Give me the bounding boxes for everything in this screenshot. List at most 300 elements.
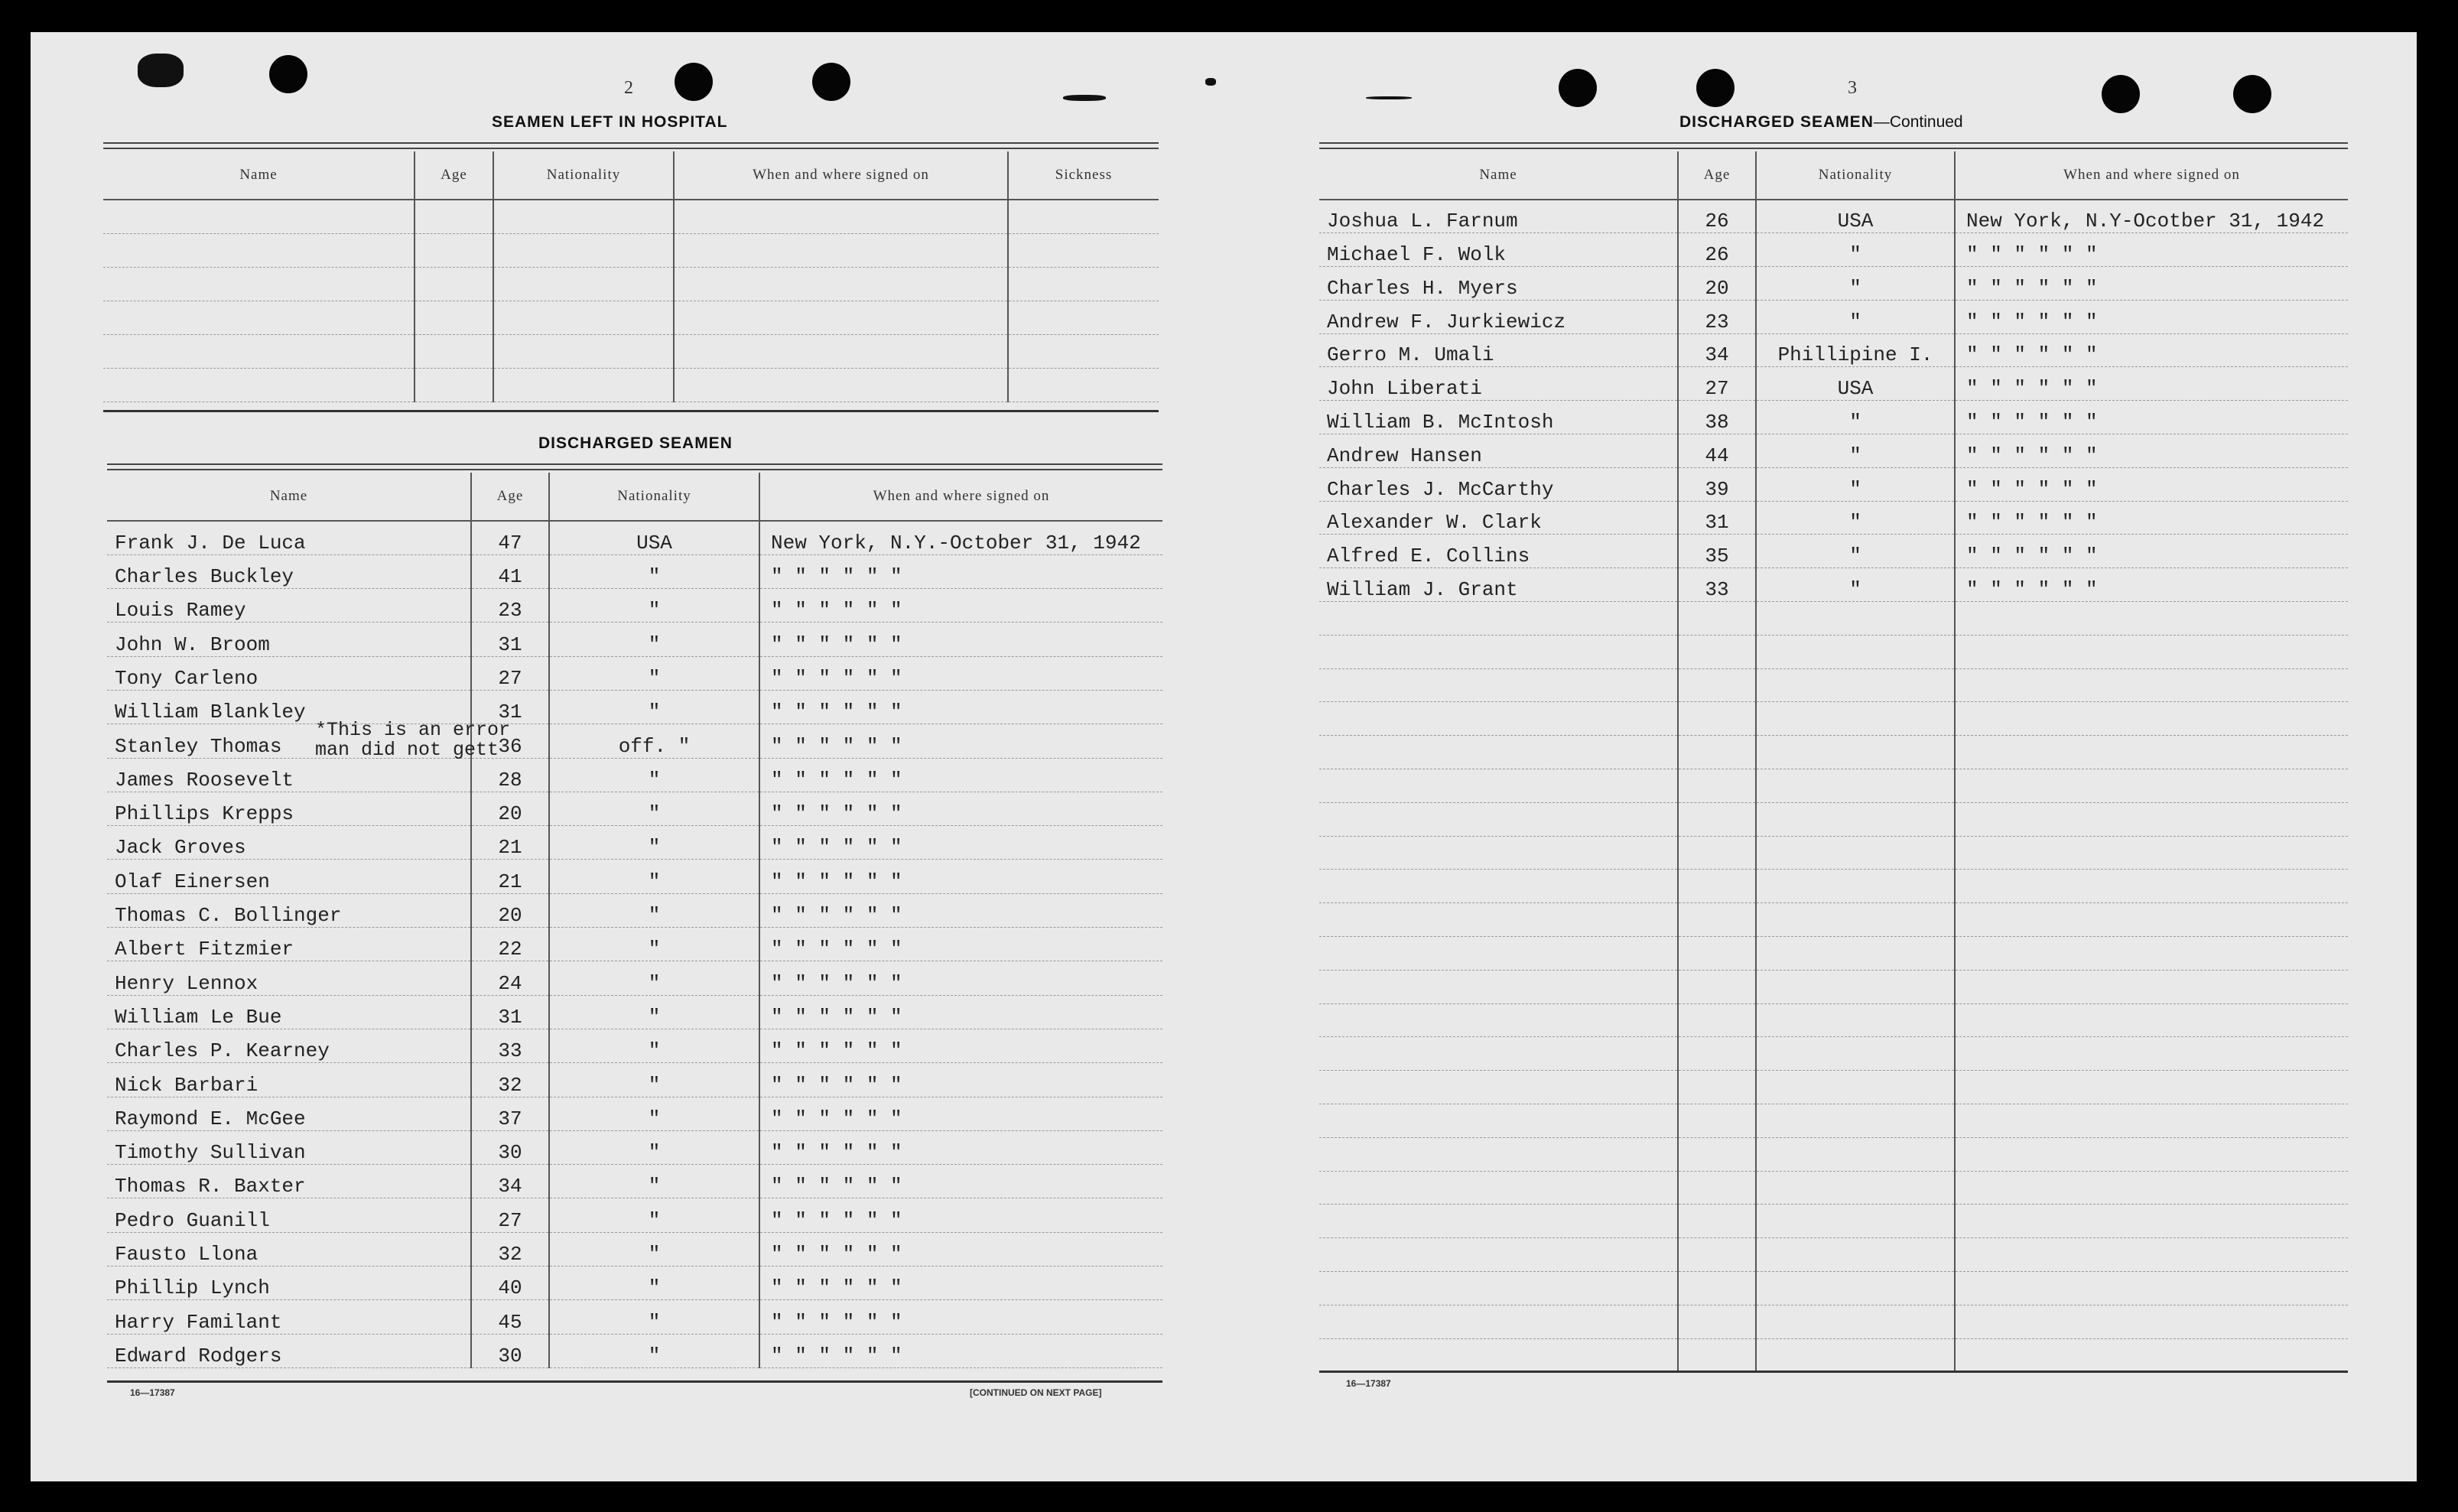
empty-cell	[1319, 1238, 1678, 1272]
cell-age: 47	[471, 521, 549, 554]
empty-cell	[1955, 937, 2348, 971]
empty-cell	[1955, 1272, 2348, 1306]
empty-cell	[1319, 870, 1678, 903]
empty-cell	[1319, 1071, 1678, 1104]
empty-cell	[1756, 702, 1955, 736]
cell-signed-on: " " " " " "	[759, 893, 1162, 927]
empty-cell	[1678, 1037, 1756, 1071]
cell-name: William Le Bue	[107, 995, 471, 1029]
cell-name: Louis Ramey	[107, 589, 471, 623]
col-header-signed-on: When and where signed on	[759, 473, 1162, 521]
table-row	[107, 724, 1162, 758]
cell-name: Joshua L. Farnum	[1319, 200, 1678, 233]
cell-signed-on: " " " " " "	[759, 826, 1162, 860]
table-row	[1319, 1171, 2348, 1205]
cell-signed-on: " " " " " "	[1955, 501, 2348, 535]
cell-name: Edward Rodgers	[107, 1334, 471, 1367]
empty-cell	[1756, 1205, 1955, 1238]
cell-signed-on: " " " " " "	[759, 928, 1162, 961]
col-header-nationality: Nationality	[493, 151, 674, 200]
cell-signed-on: " " " " " "	[1955, 467, 2348, 501]
table-row	[1319, 1205, 2348, 1238]
empty-cell	[1756, 1137, 1955, 1171]
empty-cell	[1678, 635, 1756, 668]
cell-age: 37	[471, 1097, 549, 1130]
col-header-age: Age	[415, 151, 493, 200]
cell-name: Thomas C. Bollinger	[107, 893, 471, 927]
empty-cell	[1678, 769, 1756, 803]
cell-nationality: "	[1756, 434, 1955, 468]
cell-nationality: "	[549, 860, 759, 893]
table-row	[107, 893, 1162, 927]
cell-name: William J. Grant	[1319, 568, 1678, 602]
empty-cell	[1955, 736, 2348, 769]
cell-nationality: "	[549, 961, 759, 995]
col-header-name: Name	[1319, 151, 1678, 200]
empty-cell	[1955, 1104, 2348, 1138]
table-row	[1319, 1003, 2348, 1037]
table-row	[107, 758, 1162, 792]
empty-cell	[1955, 903, 2348, 937]
empty-cell	[1678, 870, 1756, 903]
empty-cell	[1756, 802, 1955, 836]
empty-cell	[1319, 1272, 1678, 1306]
table-row	[1319, 1338, 2348, 1372]
cell-age: 31	[471, 995, 549, 1029]
table-row	[103, 200, 1159, 233]
punch-hole	[675, 63, 713, 101]
empty-cell	[674, 200, 1008, 233]
ink-smudge	[1063, 95, 1106, 101]
empty-cell	[1678, 970, 1756, 1003]
empty-cell	[1319, 1003, 1678, 1037]
empty-cell	[415, 368, 493, 402]
cell-signed-on: " " " " " "	[759, 554, 1162, 588]
punch-hole	[269, 55, 307, 93]
cell-age: 39	[1678, 467, 1756, 501]
punch-hole	[812, 63, 850, 101]
table-row	[107, 623, 1162, 656]
cell-age: 44	[1678, 434, 1756, 468]
empty-cell	[1756, 937, 1955, 971]
table-row	[107, 1232, 1162, 1266]
cell-name: Alfred E. Collins	[1319, 535, 1678, 568]
cell-name: Phillip Lynch	[107, 1267, 471, 1300]
table-row	[1319, 401, 2348, 434]
cell-name: Alexander W. Clark	[1319, 501, 1678, 535]
cell-age: 23	[1678, 300, 1756, 333]
cell-signed-on: " " " " " "	[1955, 434, 2348, 468]
cell-nationality: off. "	[549, 724, 759, 758]
cell-signed-on: " " " " " "	[759, 1232, 1162, 1266]
empty-cell	[1008, 200, 1159, 233]
cell-signed-on: " " " " " "	[759, 623, 1162, 656]
table-row	[1319, 1037, 2348, 1071]
empty-cell	[1955, 1003, 2348, 1037]
hospital-table	[103, 151, 1159, 402]
cell-name: Raymond E. McGee	[107, 1097, 471, 1130]
cell-age: 27	[1678, 367, 1756, 401]
empty-cell	[493, 200, 674, 233]
cell-signed-on: " " " " " "	[759, 690, 1162, 723]
cell-nationality: "	[549, 1198, 759, 1232]
empty-cell	[415, 334, 493, 368]
cell-name: Jack Groves	[107, 826, 471, 860]
empty-cell	[1008, 301, 1159, 334]
cell-age: 34	[1678, 333, 1756, 367]
empty-cell	[103, 200, 415, 233]
table-row	[1319, 267, 2348, 301]
cell-age: 40	[471, 1267, 549, 1300]
col-header-nationality: Nationality	[549, 473, 759, 521]
empty-cell	[1756, 870, 1955, 903]
empty-cell	[1319, 836, 1678, 870]
empty-cell	[493, 368, 674, 402]
ink-smudge	[1366, 96, 1412, 99]
cell-age: 26	[1678, 200, 1756, 233]
cell-signed-on: " " " " " "	[1955, 300, 2348, 333]
table-row	[107, 995, 1162, 1029]
empty-cell	[1319, 1338, 1678, 1372]
cell-name: Charles P. Kearney	[107, 1029, 471, 1062]
empty-cell	[1678, 736, 1756, 769]
col-header-sickness: Sickness	[1008, 151, 1159, 200]
cell-nationality: "	[1756, 467, 1955, 501]
cell-nationality: "	[1756, 300, 1955, 333]
cell-signed-on: " " " " " "	[759, 995, 1162, 1029]
cell-name: Albert Fitzmier	[107, 928, 471, 961]
table-row	[107, 1198, 1162, 1232]
empty-cell	[1955, 970, 2348, 1003]
empty-cell	[1319, 635, 1678, 668]
cell-nationality: "	[549, 928, 759, 961]
empty-cell	[103, 267, 415, 301]
cell-age: 30	[471, 1334, 549, 1367]
empty-cell	[1319, 769, 1678, 803]
empty-cell	[674, 368, 1008, 402]
page-number-left: 2	[624, 78, 633, 98]
cell-signed-on: " " " " " "	[759, 758, 1162, 792]
cell-signed-on: " " " " " "	[759, 792, 1162, 825]
cell-name: Stanley Thomas	[107, 724, 471, 758]
empty-cell	[1955, 702, 2348, 736]
cell-nationality: "	[549, 792, 759, 825]
empty-cell	[1756, 1003, 1955, 1037]
empty-cell	[415, 301, 493, 334]
cell-name: James Roosevelt	[107, 758, 471, 792]
cell-nationality: "	[549, 1300, 759, 1334]
cell-nationality: "	[1756, 535, 1955, 568]
empty-cell	[1319, 970, 1678, 1003]
hospital-bottom-rule	[103, 410, 1159, 412]
cell-age: 28	[471, 758, 549, 792]
right-title-main: DISCHARGED SEAMEN	[1679, 113, 1874, 131]
cell-nationality: USA	[1756, 200, 1955, 233]
table-row	[107, 1097, 1162, 1130]
col-header-age: Age	[471, 473, 549, 521]
cell-nationality: "	[549, 1232, 759, 1266]
table-row	[103, 334, 1159, 368]
discharged-section-title: DISCHARGED SEAMEN	[538, 434, 733, 452]
empty-cell	[1319, 602, 1678, 636]
cell-signed-on: " " " " " "	[759, 1097, 1162, 1130]
table-row	[103, 233, 1159, 267]
error-annotation: *This is an error man did not gett	[315, 719, 511, 761]
punch-hole	[1559, 69, 1597, 107]
cell-name: Harry Familant	[107, 1300, 471, 1334]
empty-cell	[1678, 702, 1756, 736]
col-header-signed-on: When and where signed on	[674, 151, 1008, 200]
table-row	[1319, 736, 2348, 769]
cell-signed-on: " " " " " "	[759, 1267, 1162, 1300]
cell-signed-on: " " " " " "	[759, 1300, 1162, 1334]
ink-smudge	[138, 54, 184, 87]
cell-nationality: "	[549, 1097, 759, 1130]
empty-cell	[1756, 602, 1955, 636]
table-row	[1319, 1305, 2348, 1338]
empty-cell	[1955, 1037, 2348, 1071]
empty-cell	[674, 267, 1008, 301]
cell-name: Nick Barbari	[107, 1063, 471, 1097]
empty-cell	[415, 200, 493, 233]
empty-cell	[1319, 1037, 1678, 1071]
cell-nationality: "	[1756, 568, 1955, 602]
cell-age: 20	[1678, 267, 1756, 301]
right-section-title	[1679, 113, 1963, 132]
document-sheet	[31, 32, 2417, 1481]
cell-nationality: "	[1756, 401, 1955, 434]
empty-cell	[1756, 1037, 1955, 1071]
cell-nationality: "	[549, 758, 759, 792]
empty-cell	[674, 334, 1008, 368]
form-number-right: 16—17387	[1346, 1378, 1391, 1389]
table-row	[1319, 1238, 2348, 1272]
cell-nationality: "	[549, 1063, 759, 1097]
cell-signed-on: " " " " " "	[759, 1063, 1162, 1097]
cell-nationality: "	[549, 1130, 759, 1164]
hospital-top-rule	[103, 142, 1159, 149]
empty-cell	[1756, 1171, 1955, 1205]
cell-signed-on: " " " " " "	[1955, 401, 2348, 434]
form-number-left: 16—17387	[130, 1387, 175, 1398]
empty-cell	[1678, 1305, 1756, 1338]
cell-nationality: Phillipine I.	[1756, 333, 1955, 367]
cell-signed-on: " " " " " "	[1955, 568, 2348, 602]
cell-nationality: "	[549, 690, 759, 723]
empty-cell	[1678, 1338, 1756, 1372]
right-top-rule	[1319, 142, 2348, 149]
empty-cell	[1008, 334, 1159, 368]
empty-cell	[1955, 1305, 2348, 1338]
table-row	[107, 826, 1162, 860]
cell-name: Andrew F. Jurkiewicz	[1319, 300, 1678, 333]
empty-cell	[1678, 836, 1756, 870]
cell-signed-on: " " " " " "	[1955, 535, 2348, 568]
cell-name: Charles J. McCarthy	[1319, 467, 1678, 501]
table-row	[103, 368, 1159, 402]
col-header-nationality: Nationality	[1756, 151, 1955, 200]
empty-cell	[1955, 1338, 2348, 1372]
cell-signed-on: " " " " " "	[759, 724, 1162, 758]
empty-cell	[493, 233, 674, 267]
table-row	[1319, 970, 2348, 1003]
punch-hole	[2233, 75, 2271, 113]
table-row	[107, 961, 1162, 995]
cell-age: 45	[471, 1300, 549, 1334]
table-row	[1319, 937, 2348, 971]
cell-name: William Blankley	[107, 690, 471, 723]
cell-name: Charles Buckley	[107, 554, 471, 588]
empty-cell	[1678, 1205, 1756, 1238]
empty-cell	[1756, 1104, 1955, 1138]
cell-signed-on: " " " " " "	[759, 1130, 1162, 1164]
table-row	[107, 928, 1162, 961]
empty-cell	[1319, 1205, 1678, 1238]
table-row	[107, 690, 1162, 723]
empty-cell	[1955, 602, 2348, 636]
cell-name: Olaf Einersen	[107, 860, 471, 893]
empty-cell	[1756, 836, 1955, 870]
empty-cell	[1319, 903, 1678, 937]
page-number-right: 3	[1848, 78, 1857, 98]
empty-cell	[1678, 903, 1756, 937]
cell-age: 20	[471, 792, 549, 825]
cell-name: John W. Broom	[107, 623, 471, 656]
empty-cell	[1756, 1071, 1955, 1104]
ink-smudge	[1205, 78, 1216, 86]
cell-age: 33	[471, 1029, 549, 1062]
cell-age: 35	[1678, 535, 1756, 568]
punch-hole	[2102, 75, 2140, 113]
empty-cell	[493, 301, 674, 334]
cell-name: Tony Carleno	[107, 656, 471, 690]
cell-name: Gerro M. Umali	[1319, 333, 1678, 367]
cell-age: 30	[471, 1130, 549, 1164]
table-row	[107, 1130, 1162, 1164]
empty-cell	[1955, 1137, 2348, 1171]
empty-cell	[1678, 1003, 1756, 1037]
empty-cell	[1319, 1305, 1678, 1338]
table-row	[107, 656, 1162, 690]
cell-nationality: "	[549, 623, 759, 656]
cell-name: Charles H. Myers	[1319, 267, 1678, 301]
cell-age: 20	[471, 893, 549, 927]
cell-age: 23	[471, 589, 549, 623]
cell-name: Pedro Guanill	[107, 1198, 471, 1232]
cell-nationality: "	[549, 893, 759, 927]
empty-cell	[1756, 736, 1955, 769]
cell-age: 27	[471, 1198, 549, 1232]
empty-cell	[493, 267, 674, 301]
empty-cell	[1756, 668, 1955, 702]
cell-signed-on: " " " " " "	[759, 589, 1162, 623]
table-row	[1319, 836, 2348, 870]
empty-cell	[415, 267, 493, 301]
empty-cell	[415, 233, 493, 267]
cell-nationality: "	[549, 826, 759, 860]
empty-cell	[1678, 1137, 1756, 1171]
cell-nationality: "	[549, 1267, 759, 1300]
table-row	[103, 267, 1159, 301]
empty-cell	[1678, 937, 1756, 971]
cell-nationality: USA	[549, 521, 759, 554]
cell-age: 32	[471, 1063, 549, 1097]
empty-cell	[1955, 836, 2348, 870]
cell-nationality: "	[549, 995, 759, 1029]
empty-cell	[1678, 1104, 1756, 1138]
right-discharged-table	[1319, 151, 2348, 1372]
cell-age: 24	[471, 961, 549, 995]
table-row	[1319, 300, 2348, 333]
cell-name: William B. McIntosh	[1319, 401, 1678, 434]
cell-nationality: "	[1756, 501, 1955, 535]
cell-nationality: USA	[1756, 367, 1955, 401]
cell-signed-on: New York, N.Y-Ocotber 31, 1942	[1955, 200, 2348, 233]
table-row	[107, 521, 1162, 554]
punch-hole	[1696, 69, 1735, 107]
discharged-table	[107, 473, 1162, 1368]
empty-cell	[1756, 1305, 1955, 1338]
table-row	[107, 589, 1162, 623]
table-row	[107, 554, 1162, 588]
table-row	[1319, 1104, 2348, 1138]
empty-cell	[1678, 1171, 1756, 1205]
table-row	[1319, 467, 2348, 501]
cell-name: Henry Lennox	[107, 961, 471, 995]
empty-cell	[1008, 267, 1159, 301]
cell-name: Frank J. De Luca	[107, 521, 471, 554]
table-row	[1319, 501, 2348, 535]
cell-nationality: "	[549, 554, 759, 588]
col-header-name: Name	[107, 473, 471, 521]
table-row	[107, 1029, 1162, 1062]
empty-cell	[1756, 970, 1955, 1003]
table-row	[1319, 870, 2348, 903]
table-row	[107, 860, 1162, 893]
hospital-section-title: SEAMEN LEFT IN HOSPITAL	[492, 113, 728, 131]
empty-cell	[1756, 635, 1955, 668]
empty-cell	[1955, 635, 2348, 668]
cell-signed-on: " " " " " "	[759, 656, 1162, 690]
cell-signed-on: " " " " " "	[1955, 267, 2348, 301]
cell-signed-on: " " " " " "	[759, 1165, 1162, 1198]
cell-name: Thomas R. Baxter	[107, 1165, 471, 1198]
empty-cell	[1008, 233, 1159, 267]
cell-age: 41	[471, 554, 549, 588]
empty-cell	[1756, 1338, 1955, 1372]
right-title-suffix: —Continued	[1873, 113, 1963, 131]
cell-signed-on: " " " " " "	[1955, 233, 2348, 267]
cell-age: 21	[471, 860, 549, 893]
empty-cell	[1678, 668, 1756, 702]
empty-cell	[1756, 769, 1955, 803]
cell-signed-on: " " " " " "	[759, 1029, 1162, 1062]
cell-age: 33	[1678, 568, 1756, 602]
empty-cell	[674, 301, 1008, 334]
cell-nationality: "	[1756, 267, 1955, 301]
table-row	[1319, 1071, 2348, 1104]
cell-nationality: "	[549, 589, 759, 623]
table-row	[107, 1267, 1162, 1300]
table-row	[1319, 333, 2348, 367]
cell-age: 26	[1678, 233, 1756, 267]
table-row	[1319, 434, 2348, 468]
cell-age: 21	[471, 826, 549, 860]
cell-age: 34	[471, 1165, 549, 1198]
cell-age: 31	[471, 690, 549, 723]
table-row	[1319, 668, 2348, 702]
empty-cell	[103, 368, 415, 402]
